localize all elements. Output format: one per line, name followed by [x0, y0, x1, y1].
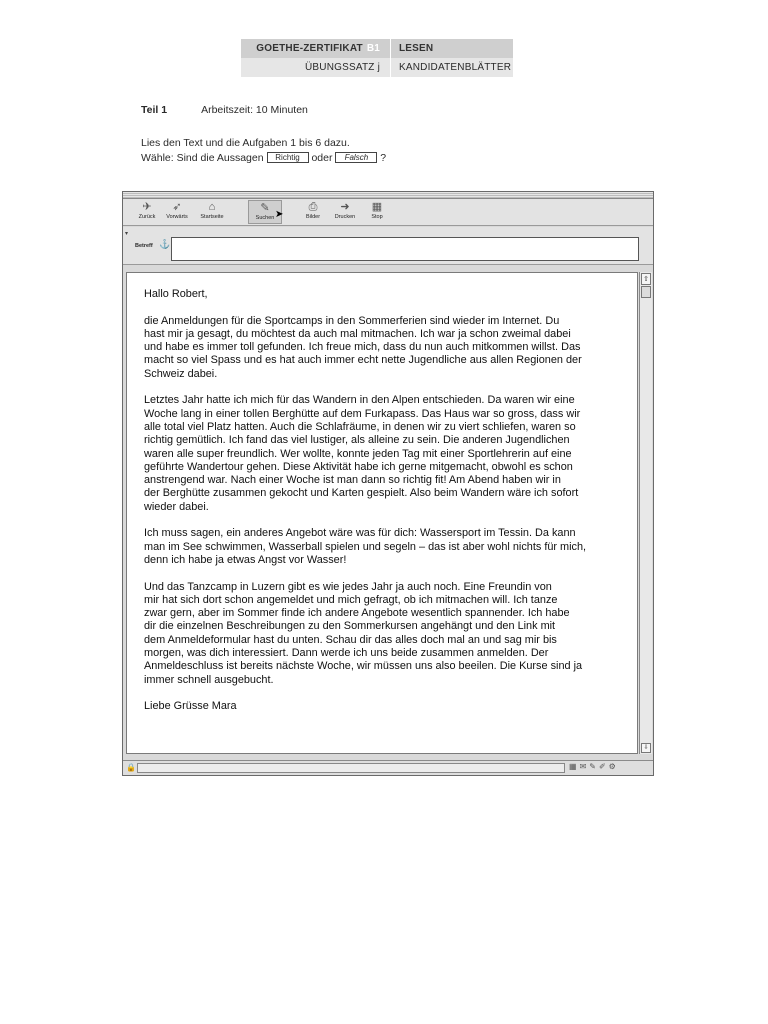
- certificate-cell: [241, 39, 391, 58]
- task-instructions: [141, 136, 386, 166]
- vertical-scrollbar[interactable]: [639, 272, 652, 754]
- forward-label: Vorwärts: [166, 214, 188, 220]
- search-icon: ✎: [260, 202, 270, 214]
- richtig-box: Richtig: [267, 152, 309, 163]
- forward-icon: ➶: [172, 201, 182, 213]
- email-body: [144, 288, 634, 727]
- print-button[interactable]: [328, 200, 362, 224]
- images-button[interactable]: [296, 200, 330, 224]
- home-label: Startseite: [200, 214, 224, 220]
- settings-icon[interactable]: ⚙: [608, 762, 619, 771]
- images-label: Bilder: [305, 214, 321, 220]
- subject-label: Betreff: [135, 243, 153, 249]
- window-title-bar[interactable]: [123, 192, 653, 199]
- back-icon: ✈: [142, 201, 152, 213]
- scroll-thumb[interactable]: [641, 286, 651, 298]
- browser-window: [122, 191, 654, 776]
- email-closing: Liebe Grüsse Mara: [144, 700, 237, 713]
- instruction-line-1: Lies den Text und die Aufgaben 1 bis 6 dazu.: [141, 137, 350, 149]
- forward-button[interactable]: [160, 200, 194, 224]
- certificate-level: B1: [366, 43, 380, 54]
- exam-header: [241, 39, 513, 77]
- security-icon: 🔒: [126, 763, 136, 772]
- images-icon: ⎙: [308, 201, 318, 213]
- home-button[interactable]: [195, 200, 229, 224]
- status-field: [137, 763, 565, 773]
- stop-button[interactable]: [360, 200, 394, 224]
- instruction-text: Wähle: Sind die Aussagen: [141, 152, 264, 164]
- compose-icon[interactable]: ✎: [589, 762, 599, 771]
- collapse-arrow-icon[interactable]: ▾: [125, 231, 129, 237]
- scroll-down-arrow-icon[interactable]: ⇩: [641, 743, 651, 753]
- practice-set: ÜBUNGSSATZ j: [241, 58, 391, 77]
- sheet-type: KANDIDATENBLÄTTER: [399, 62, 512, 73]
- search-label: Suchen: [255, 215, 275, 221]
- email-paragraph-3: Ich muss sagen, ein anderes Angebot wäre was für dich: Wassersport im Tessin. Da kann man im See schwimmen, Wasserball spielen und segeln – das ist aber wohl nichts für mich, denn ich habe ja etwas Angst vor Wasser!: [144, 527, 587, 566]
- email-paragraph-4: Und das Tanzcamp in Luzern gibt es wie jedes Jahr ja auch noch. Eine Freundin von mir hat sich dort schon angemeldet und mich gefragt, ob ich mitmachen will. Ich tanze zwar gern, aber im Sommer finde ich andere Angebote wesentlich spannender. Ich habe dir die einzelnen Beschreibungen zu den Sommerkursen angehängt und den Link mit dem Anmeldeformular hast du unten. Schau dir das alles doch mal an und sag mir bis morgen, was dich interessiert. Dann werde ich uns beide zusammen anmelden. Der Anmeldeschluss ist bereits nächste Woche, wir müssen uns also beeilen. Die Kurse sind ja immer schnell ausgebucht.: [144, 580, 583, 686]
- task-heading: [141, 104, 308, 116]
- stop-label: Stop: [371, 214, 383, 220]
- email-content: [126, 272, 638, 754]
- subject-icon: ⚓: [159, 239, 171, 249]
- falsch-box: Falsch: [335, 152, 377, 163]
- task-time: Arbeitszeit: 10 Minuten: [201, 104, 308, 116]
- certificate-title: GOETHE-ZERTIFIKAT: [256, 43, 363, 54]
- instruction-question-mark: ?: [380, 152, 387, 164]
- instruction-or: oder: [311, 152, 333, 164]
- subject-bar: [123, 227, 653, 265]
- mouse-cursor-icon: ➤: [275, 209, 284, 220]
- task-part: Teil 1: [141, 104, 168, 116]
- email-greeting: Hallo Robert,: [144, 288, 208, 300]
- print-icon: ➜: [340, 201, 350, 213]
- stop-icon: ▦: [371, 201, 383, 213]
- email-paragraph-1: die Anmeldungen für die Sportcamps in den Sommerferien sind wieder im Internet. Du hast mir ja gesagt, du möchtest da auch mal mitmachen. Ich war ja schon zweimal dabei und habe es immer toll gefunden. Ich freue mich, dass du nun auch mitkommen willst. Das macht so viel Spass und es hat auch immer echt nette Jugendliche aus allen Regionen der Schweiz dabei.: [144, 314, 582, 380]
- print-label: Drucken: [334, 214, 356, 220]
- email-paragraph-2: Letztes Jahr hatte ich mich für das Wandern in den Alpen entschieden. Da waren wir eine Woche lang in einer tollen Berghütte auf dem Furkapass. Das Haus war so gross, dass wir alle total viel Platz hatten. Auch die Schlafräume, in denen wir zu viert schliefen, waren so richtig gemütlich. Ich fand das viel lustiger, als alleine zu sein. Die anderen Jugendlichen waren alle super freundlich. Wer wollte, konnte jeden Tag mit einer Sportlehrerin auf eine geführte Wandertour gehen. Diese Aktivität habe ich gerne mitgemacht, obwohl es schon anstrengend war. Nach einer Woche ist man dann so richtig fit! Am Abend haben wir in der Berghütte zusammen gekocht und Karten gespielt. Also beim Wandern wäre ich sofort wieder dabei.: [144, 394, 581, 513]
- status-icons: [569, 762, 651, 774]
- back-label: Zurück: [138, 214, 156, 220]
- instruction-line-2: [141, 151, 386, 166]
- browser-toolbar: [123, 199, 653, 226]
- header-row-bottom: [241, 58, 513, 77]
- grid-icon[interactable]: ▦: [569, 762, 580, 771]
- section-title: LESEN: [399, 43, 434, 54]
- mail-icon[interactable]: ✉: [579, 762, 590, 771]
- status-bar: [123, 760, 653, 775]
- home-icon: ⌂: [208, 201, 216, 213]
- subject-input[interactable]: [171, 237, 639, 261]
- back-button[interactable]: [130, 200, 164, 224]
- header-row-top: [241, 39, 513, 58]
- edit-icon[interactable]: ✐: [598, 762, 609, 771]
- scroll-up-arrow-icon[interactable]: ⇧: [641, 273, 651, 285]
